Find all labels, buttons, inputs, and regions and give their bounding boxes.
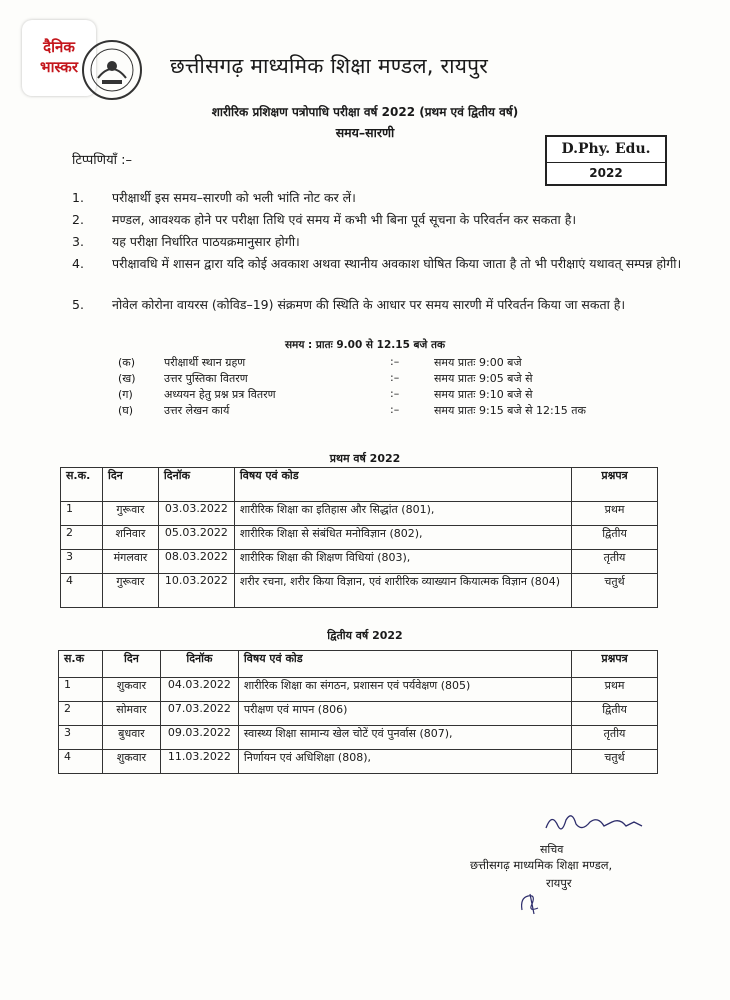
first-year-caption: प्रथम वर्ष 2022: [329, 452, 401, 465]
timing-sep: :–: [390, 355, 400, 368]
table-row: [59, 726, 658, 750]
table-header-row: [61, 468, 658, 502]
col-header: दिन: [102, 651, 160, 678]
cell-date: 10.03.2022: [158, 574, 234, 608]
col-header: स.क.: [61, 468, 103, 502]
cell-paper: चतुर्थ: [572, 750, 658, 774]
cell-date: 07.03.2022: [160, 702, 238, 726]
timing-key: (घ): [118, 404, 134, 417]
cell-day: मंगलवार: [102, 550, 158, 574]
table-row: [59, 750, 658, 774]
cell-subject: शारीरिक शिक्षा से संबंधित मनोविज्ञान (802),: [234, 526, 571, 550]
cell-paper: तृतीय: [572, 726, 658, 750]
cell-sno: 2: [59, 702, 103, 726]
cell-day: गुरूवार: [102, 574, 158, 608]
note-text: मण्डल, आवश्यक होने पर परीक्षा तिथि एवं समय में कभी भी बिना पूर्व सूचना के परिवर्तन कर सकता है।: [112, 212, 577, 227]
cell-date: 05.03.2022: [158, 526, 234, 550]
col-header: प्रश्नपत्र: [572, 468, 658, 502]
cell-paper: प्रथम: [572, 678, 658, 702]
note-number: 5.: [72, 297, 84, 312]
cell-date: 04.03.2022: [160, 678, 238, 702]
cell-date: 08.03.2022: [158, 550, 234, 574]
col-header: स.क: [59, 651, 103, 678]
timing-sep: :–: [390, 387, 400, 400]
second-year-table: [58, 650, 658, 774]
col-header: विषय एवं कोड: [234, 468, 571, 502]
cell-sno: 4: [61, 574, 103, 608]
board-title: छत्तीसगढ़ माध्यमिक शिक्षा मण्डल, रायपुर: [170, 54, 489, 78]
note-item: [72, 232, 702, 252]
note-item: [72, 254, 702, 274]
cell-subject: शारीरिक शिक्षा का इतिहास और सिद्धांत (801),: [234, 502, 571, 526]
exam-subtitle: शारीरिक प्रशिक्षण पत्रोपाधि परीक्षा वर्ष 2022 (प्रथम एवं द्वितीय वर्ष): [211, 105, 519, 119]
cell-day: शुकवार: [102, 750, 160, 774]
col-header: विषय एवं कोड: [238, 651, 571, 678]
table-row: [59, 702, 658, 726]
col-header: दिनॉक: [160, 651, 238, 678]
note-text: परीक्षावधि में शासन द्वारा यदि कोई अवकाश अथवा स्थानीय अवकाश घोषित किया जाता है तो भी परीक्षाएं यथावत् सम्पन्न होगी।: [112, 256, 682, 271]
timing-sep: :–: [390, 371, 400, 384]
col-header: प्रश्नपत्र: [572, 651, 658, 678]
timing-time: समय प्रातः 9:05 बजे से: [434, 372, 533, 385]
cell-subject: शरीर रचना, शरीर किया विज्ञान, एवं शारीरिक व्याख्यान कियात्मक विज्ञान (804): [234, 574, 571, 608]
signatory-org: छत्तीसगढ़ माध्यमिक शिक्षा मण्डल,: [470, 858, 613, 872]
signatory-designation: सचिव: [540, 843, 564, 856]
cell-subject: स्वास्थ्य शिक्षा सामान्य खेल चोटें एवं पुनर्वास (807),: [238, 726, 571, 750]
timing-label: उत्तर पुस्तिका वितरण: [164, 372, 248, 385]
note-item: [72, 188, 702, 208]
cell-subject: शारीरिक शिक्षा का संगठन, प्रशासन एवं पर्यवेक्षण (805): [238, 678, 571, 702]
cell-paper: चतुर्थ: [572, 574, 658, 608]
cell-day: बुधवार: [102, 726, 160, 750]
doc-type-heading: समय–सारणी: [335, 125, 395, 140]
timing-key: (ग): [118, 388, 133, 401]
timing-label: उत्तर लेखन कार्य: [164, 404, 230, 417]
table-row: [59, 678, 658, 702]
timing-time: समय प्रातः 9:00 बजे: [434, 356, 522, 369]
cell-sno: 4: [59, 750, 103, 774]
note-number: 3.: [72, 234, 84, 249]
note-number: 4.: [72, 256, 84, 271]
handwritten-signature-icon: [542, 808, 652, 838]
cell-day: सोमवार: [102, 702, 160, 726]
timing-time: समय प्रातः 9:15 बजे से 12:15 तक: [434, 404, 586, 417]
timing-key: (ख): [118, 372, 136, 385]
note-text: नोवेल कोरोना वायरस (कोविड–19) संक्रमण की स्थिति के आधार पर समय सारणी में परिवर्तन किया जा सकता है।: [112, 297, 626, 312]
cell-sno: 1: [59, 678, 103, 702]
col-header: दिन: [102, 468, 158, 502]
table-row: [61, 526, 658, 550]
table-header-row: [59, 651, 658, 678]
cell-paper: तृतीय: [572, 550, 658, 574]
timing-label: अध्ययन हेतु प्रश्न प्रत्र वितरण: [164, 388, 276, 401]
cell-subject: परीक्षण एवं मापन (806): [238, 702, 571, 726]
board-seal-icon: [80, 38, 144, 102]
timing-heading: समय : प्रातः 9.00 से 12.15 बजे तक: [284, 339, 446, 351]
note-item: [72, 210, 702, 230]
cell-day: गुरूवार: [102, 502, 158, 526]
course-name: D.Phy. Edu.: [561, 141, 651, 157]
cell-day: शनिवार: [102, 526, 158, 550]
cell-paper: प्रथम: [572, 502, 658, 526]
course-box: [545, 135, 667, 186]
timing-time: समय प्रातः 9:10 बजे से: [434, 388, 533, 401]
watermark-line1: दैनिक: [43, 38, 75, 56]
note-number: 1.: [72, 190, 84, 205]
timing-sep: :–: [390, 403, 400, 416]
timing-key: (क): [118, 356, 136, 369]
table-row: [61, 574, 658, 608]
note-number: 2.: [72, 212, 84, 227]
table-row: [61, 502, 658, 526]
initial-mark-icon: [516, 890, 546, 916]
cell-subject: शारीरिक शिक्षा की शिक्षण विधियां (803),: [234, 550, 571, 574]
note-item: [72, 295, 702, 315]
watermark-line2: भास्कर: [40, 58, 78, 76]
cell-sno: 2: [61, 526, 103, 550]
note-text: यह परीक्षा निर्धारित पाठयक्रमानुसार होगी।: [112, 234, 300, 249]
cell-date: 09.03.2022: [160, 726, 238, 750]
first-year-table: [60, 467, 658, 608]
col-header: दिनॉक: [158, 468, 234, 502]
cell-paper: द्वितीय: [572, 526, 658, 550]
cell-date: 03.03.2022: [158, 502, 234, 526]
cell-paper: द्वितीय: [572, 702, 658, 726]
second-year-caption: द्वितीय वर्ष 2022: [327, 629, 403, 642]
timing-label: परीक्षार्थी स्थान ग्रहण: [164, 356, 246, 369]
cell-sno: 3: [59, 726, 103, 750]
course-year: 2022: [589, 166, 623, 180]
table-row: [61, 550, 658, 574]
cell-sno: 3: [61, 550, 103, 574]
signatory-city: रायपुर: [546, 876, 572, 890]
cell-subject: निर्णायन एवं अधिशिक्षा (808),: [238, 750, 571, 774]
notes-heading: टिप्पणियाँ :–: [72, 153, 132, 168]
cell-date: 11.03.2022: [160, 750, 238, 774]
cell-day: शुकवार: [102, 678, 160, 702]
note-text: परीक्षार्थी इस समय–सारणी को भली भांति नोट कर लें।: [112, 190, 356, 205]
cell-sno: 1: [61, 502, 103, 526]
